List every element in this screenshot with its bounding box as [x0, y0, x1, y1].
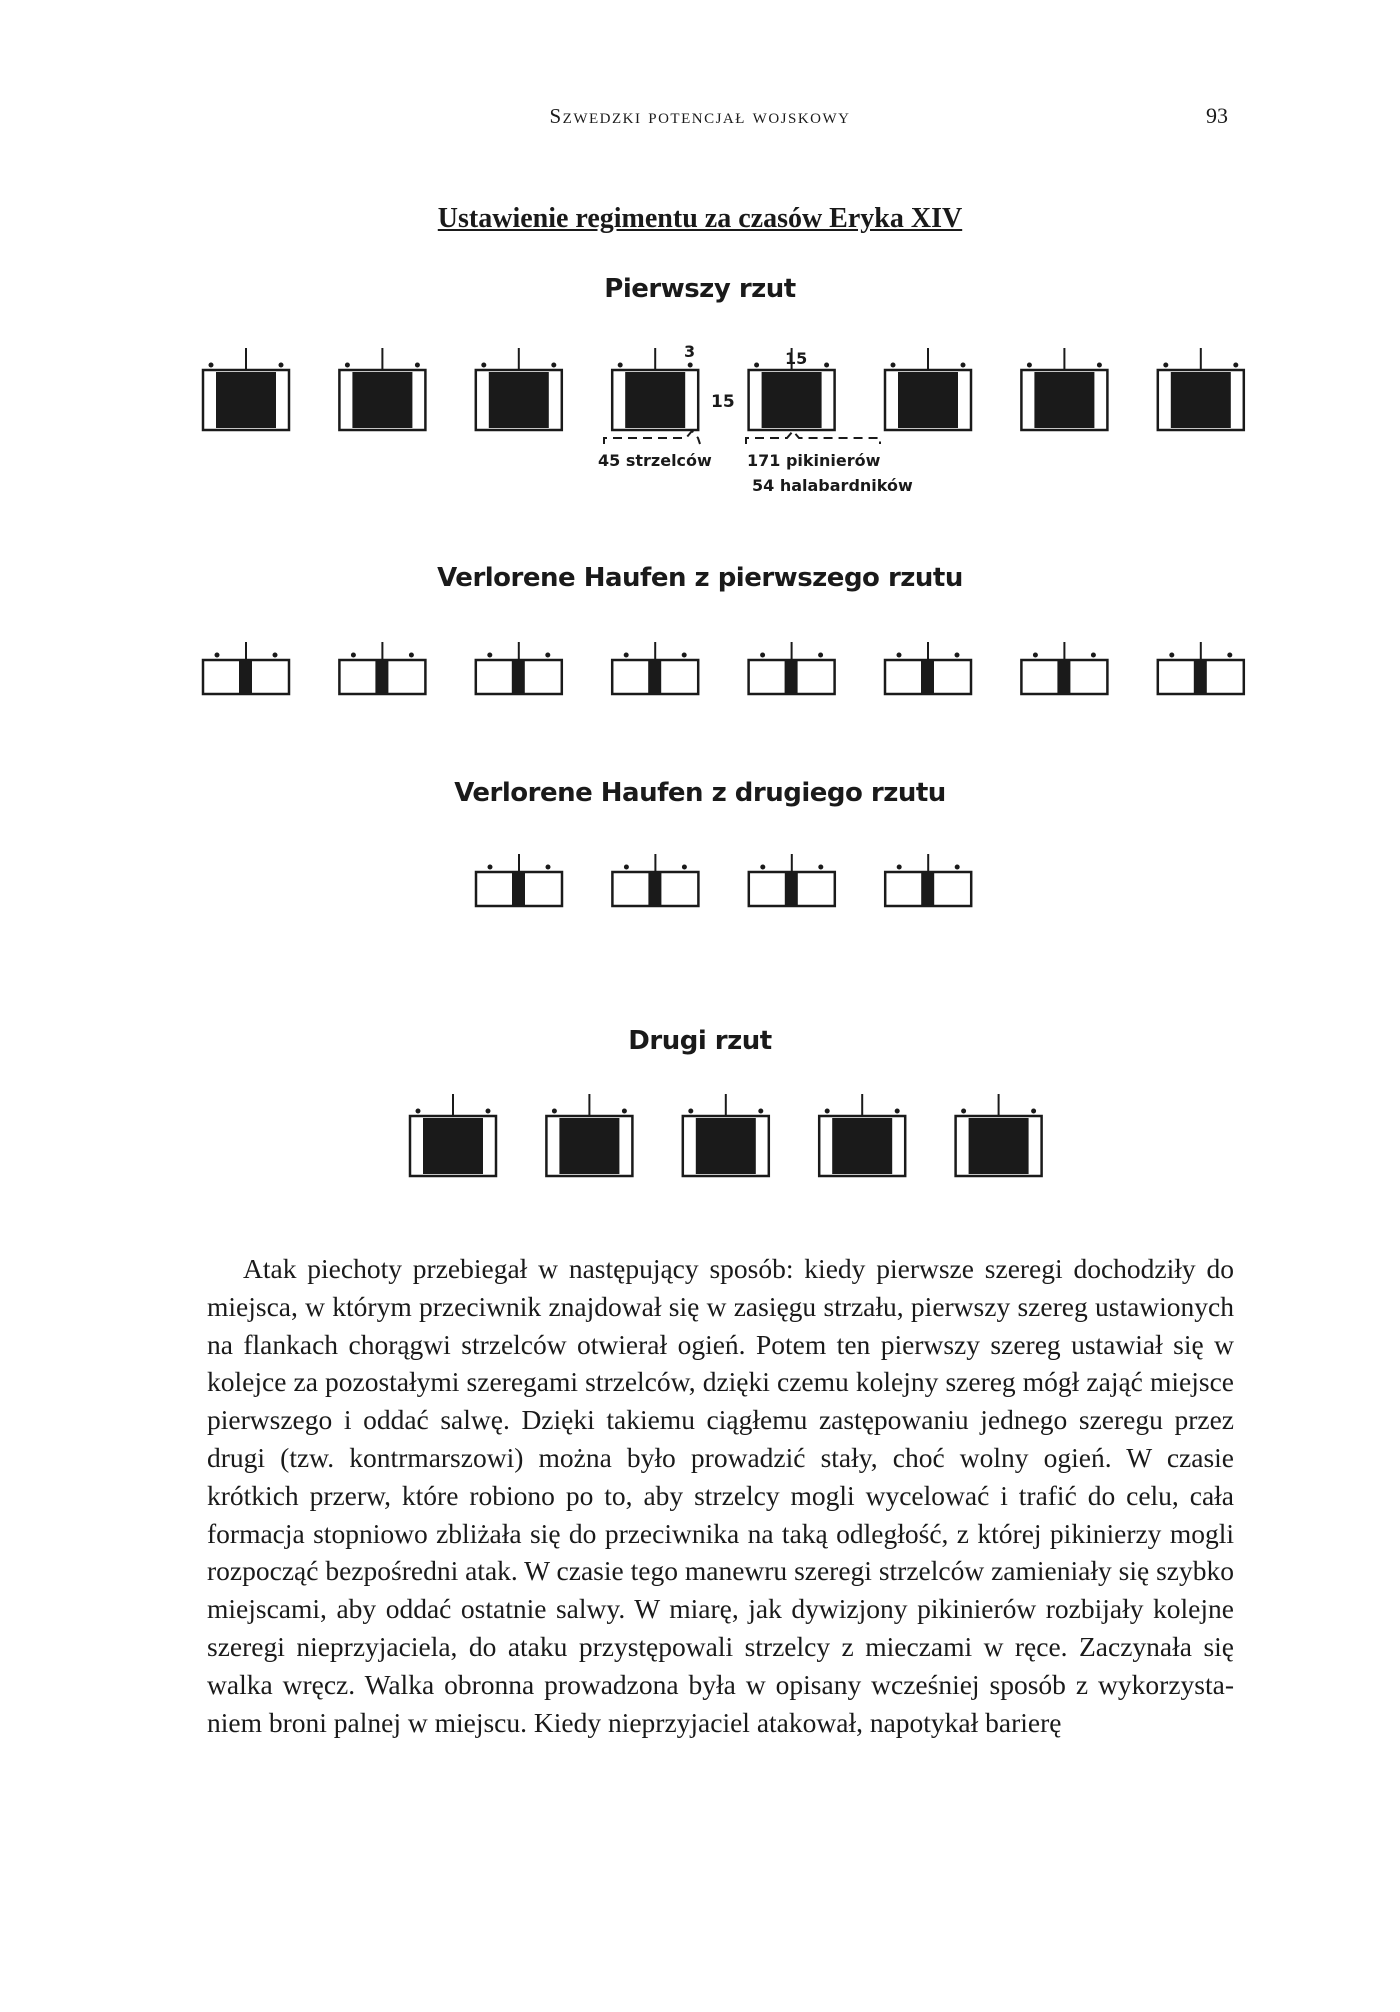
running-head: Szwedzki potencjał wojskowy — [549, 104, 851, 128]
first-line-verlorene-row — [203, 642, 1244, 694]
verlorene-haufen-unit — [885, 642, 971, 694]
verlorene-haufen-unit — [612, 642, 698, 694]
second-line-row — [410, 1094, 1042, 1176]
battalion-unit — [546, 1094, 632, 1176]
verlorene-haufen-unit — [749, 854, 835, 906]
battalion-unit — [956, 1094, 1042, 1176]
second-line-verlorene-row — [476, 854, 971, 906]
section-heading-second-line: Drugi rzut — [628, 1026, 772, 1056]
label-depth-pikes: 15 — [785, 349, 808, 368]
verlorene-haufen-unit — [1158, 642, 1244, 694]
brace-pikemen — [746, 431, 880, 444]
section-heading-second-line-verlorene: Verlorene Haufen z drugiego rzutu — [454, 778, 946, 808]
battalion-unit — [1021, 348, 1107, 430]
label-pikemen: 171 pikinierów — [747, 451, 881, 470]
body-paragraph: Atak piechoty przebiegał w następujący sposób: kiedy pierwsze szeregi dochodziły do miejsca, w którym przeciwnik znajdował się w zasięgu strzału, pierwszy szereg ustawionych na flankach chorągwi strzelców otwierał ogień. Potem ten pierwszy szereg ustawiał się w kolejce za pozostałymi szeregami strzelców, dzięki czemu kolejny szereg mógł zająć miejsce pierwszego i oddać salwę. Dzięki takiemu ciągłemu zastępowaniu jednego szeregu przez drugi (tzw. kontrmarszowi) można było prowadzić stały, choć wolny ogień. W czasie krótkich przerw, które robiono po to, aby strzelcy mogli wycelować i trafić do celu, cała formacja stopniowo zbliżała się do przeciwnika na taką odległość, z której pikinierzy mogli rozpocząć bezpośredni atak. W czasie tego manewru szeregi strzelców zamieniały się szybko miejscami, aby oddać ostatnie salwy. W miarę, jak dywizjony pikinierów rozbijały kolejne szeregi nieprzyjaciela, do ataku przystępowali strzelcy z mieczami w ręce. Zaczynała się walka wręcz. Walka obronna prowadzona była w opisany wcześniej sposób z wykorzystaniem broni palnej w miejscu. Kiedy nieprzyjaciel atakował, napotykał barierę — [207, 1253, 1234, 1738]
label-shooters: 45 strzelców — [598, 451, 712, 470]
verlorene-haufen-unit — [1021, 642, 1107, 694]
battalion-unit — [339, 348, 425, 430]
verlorene-haufen-unit — [749, 642, 835, 694]
label-halberdiers: 54 halabardników — [752, 476, 913, 495]
verlorene-haufen-unit — [339, 642, 425, 694]
page-number: 93 — [1206, 103, 1228, 128]
brace-shooters — [604, 431, 700, 444]
battalion-unit — [885, 348, 971, 430]
section-heading-first-line: Pierwszy rzut — [604, 274, 796, 304]
first-line-row — [203, 348, 1244, 430]
label-gap: 15 — [711, 392, 735, 412]
verlorene-haufen-unit — [203, 642, 289, 694]
battalion-unit — [819, 1094, 905, 1176]
verlorene-haufen-unit — [476, 854, 562, 906]
label-depth-shooters: 3 — [684, 342, 696, 361]
section-heading-first-line-verlorene: Verlorene Haufen z pierwszego rzutu — [437, 563, 963, 593]
battalion-unit — [683, 1094, 769, 1176]
battalion-unit — [476, 348, 562, 430]
battalion-unit — [203, 348, 289, 430]
verlorene-haufen-unit — [476, 642, 562, 694]
battalion-unit — [410, 1094, 496, 1176]
figure-title: Ustawienie regimentu za czasów Eryka XIV — [437, 203, 963, 234]
verlorene-haufen-unit — [612, 854, 698, 906]
verlorene-haufen-unit — [885, 854, 971, 906]
battalion-unit — [1158, 348, 1244, 430]
